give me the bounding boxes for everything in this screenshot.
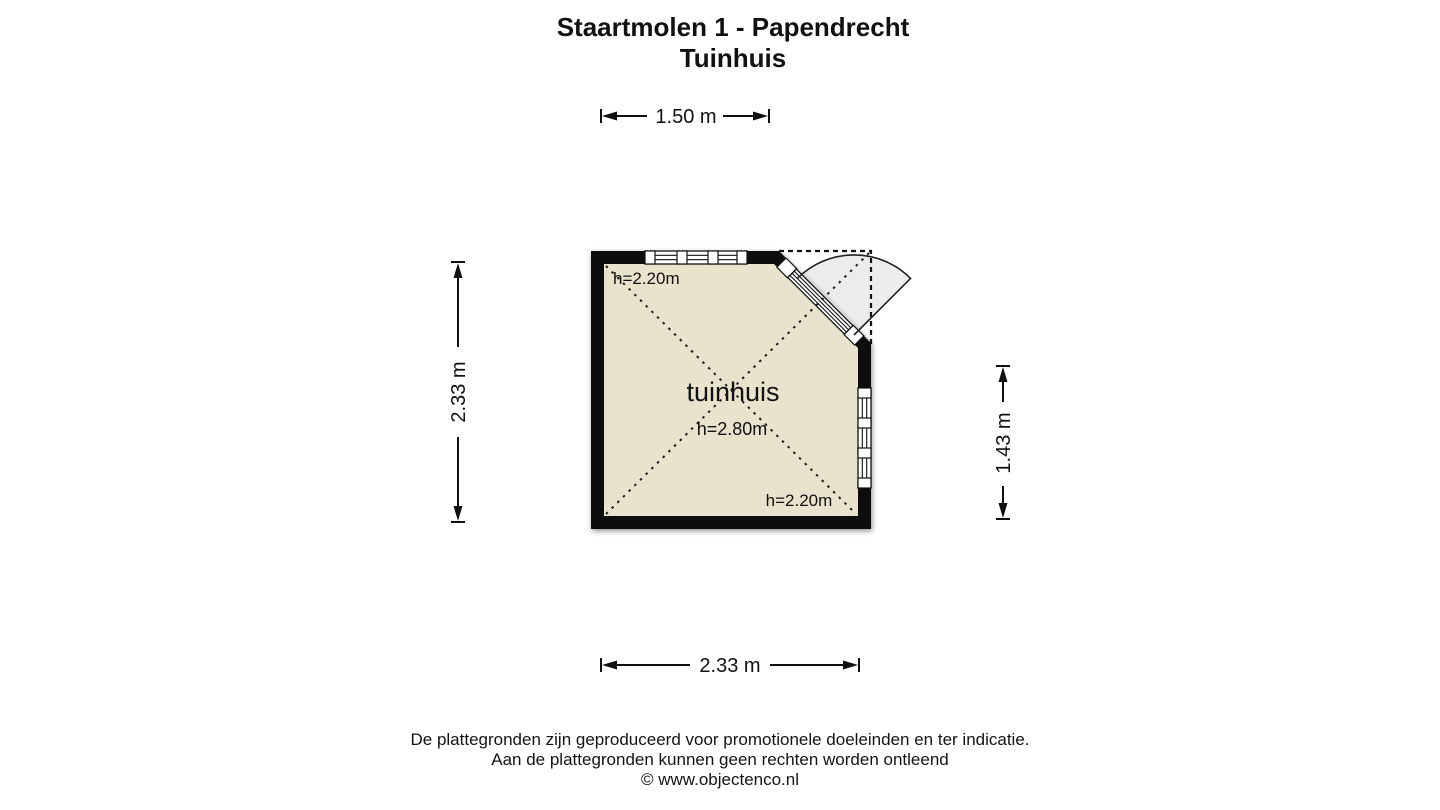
window-top (645, 251, 747, 264)
dimension-left-label: 2.33 m (448, 361, 470, 423)
page-subtitle: Tuinhuis (679, 43, 787, 73)
ceiling-height-top-left-label: h=2.20m (613, 269, 680, 288)
dimension-bottom-label: 2.33 m (699, 655, 761, 677)
dimension-top-label: 1.50 m (655, 106, 717, 128)
dimension-bottom (601, 655, 859, 677)
dimension-right (993, 366, 1015, 519)
dimension-top (601, 106, 769, 128)
footer-disclaimer (0, 730, 1440, 790)
ceiling-height-center-label: h=2.80m (696, 419, 768, 439)
ceiling-height-bottom-right-label: h=2.20m (765, 491, 833, 510)
footer-copyright: © www.objectenco.nl (640, 770, 800, 789)
footer-disclaimer-line1: De plattegronden zijn geproduceerd voor promotionele doeleinden en ter indicatie. (410, 730, 1030, 749)
dimension-left (448, 262, 470, 522)
dimension-right-label: 1.43 m (993, 412, 1015, 474)
room-name-label: tuinhuis (686, 377, 780, 407)
window-right (858, 388, 871, 488)
footer-disclaimer-line2: Aan de plattegronden kunnen geen rechten worden ontleend (491, 750, 949, 769)
page-title: Staartmolen 1 - Papendrecht (556, 12, 910, 42)
